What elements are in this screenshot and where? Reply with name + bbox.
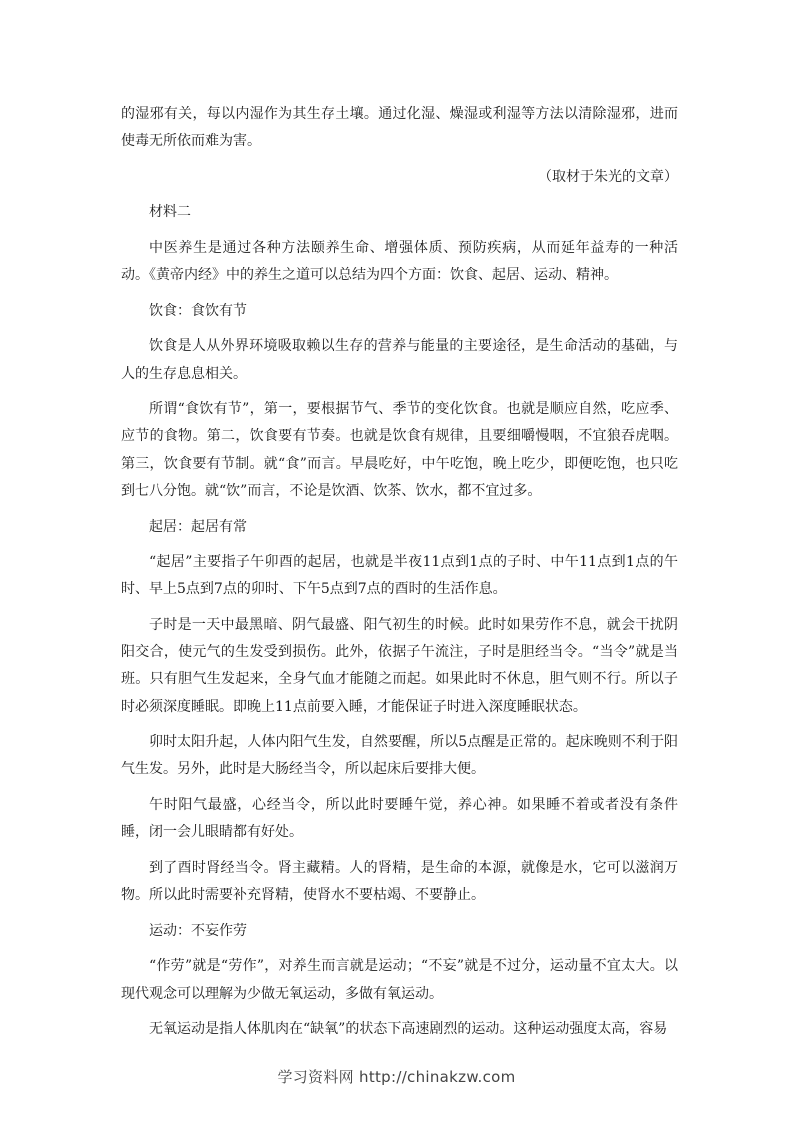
section-heading-exercise: 运动：不妄作劳 [149,922,247,939]
section-heading-daily-life: 起居：起居有常 [149,518,247,535]
material-heading: 材料二 [149,204,191,221]
paragraph: 饮食是人从外界环境吸取赖以生存的营养与能量的主要途径，是生命活动的基础，与人的生存息息相关。 [121,338,678,382]
paragraph: 卯时太阳升起，人体内阳气生发，自然要醒，所以5点醒是正常的。起床晚则不利于阳气生发。另外，此时是大肠经当令，所以起床后要排大便。 [121,734,678,778]
section-heading-diet: 饮食：食饮有节 [149,302,247,319]
paragraph: 子时是一天中最黑暗、阴气最盛、阳气初生的时候。此时如果劳作不息，就会干扰阴阳交合，使元气的生发受到损伤。此外，依据子午流注，子时是胆经当令。“当令”就是当班。只有胆气生发起来，全身气血才能随之而起。如果此时不休息，胆气则不行。所以子时必须深度睡眠。即晚上11点前要入睡，才能保证子时进入深度睡眠状态。 [121,616,678,715]
source-citation: （取材于朱光的文章） [538,168,678,185]
document-body [121,101,678,1052]
paragraph: “起居”主要指子午卯酉的起居，也就是半夜11点到1点的子时、中午11点到1点的午时、早上5点到7点的卯时、下午5点到7点的酉时的生活作息。 [121,554,678,598]
footer-watermark: 学习资料网 http://chinakzw.com [277,1068,516,1086]
paragraph: 中医养生是通过各种方法颐养生命、增强体质、预防疾病，从而延年益寿的一种活动。《黄帝内经》中的养生之道可以总结为四个方面：饮食、起居、运动、精神。 [121,239,678,284]
paragraph: 所谓“食饮有节”，第一，要根据节气、季节的变化饮食。也就是顺应自然，吃应季、应节的食物。第二，饮食要有节奏。也就是饮食有规律，且要细嚼慢咽，不宜狼吞虎咽。第三，饮食要有节制。就“食”而言。早晨吃好，中午吃饱，晚上吃少，即便吃饱，也只吃到七八分饱。就“饮”而言，不论是饮酒、饮茶、饮水，都不宜过多。 [121,401,678,499]
paragraph: 无氧运动是指人体肌肉在“缺氧”的状态下高速剧烈的运动。这种运动强度太高，容易 [149,1021,668,1038]
paragraph: 午时阳气最盛，心经当令，所以此时要睡午觉，养心神。如果睡不着或者没有条件睡，闭一会儿眼睛都有好处。 [121,797,678,841]
paragraph: 到了酉时肾经当令。肾主藏精。人的肾精，是生命的本源，就像是水，它可以滋润万物。所以此时需要补充肾精，使肾水不要枯竭、不要静止。 [121,860,678,904]
paragraph: 的湿邪有关，每以内湿作为其生存土壤。通过化湿、燥湿或利湿等方法以清除湿邪，进而使毒无所依而难为害。 [121,106,678,150]
paragraph: “作劳”就是“劳作”，对养生而言就是运动；“不妄”就是不过分，运动量不宜太大。以现代观念可以理解为少做无氧运动，多做有氧运动。 [121,958,678,1002]
